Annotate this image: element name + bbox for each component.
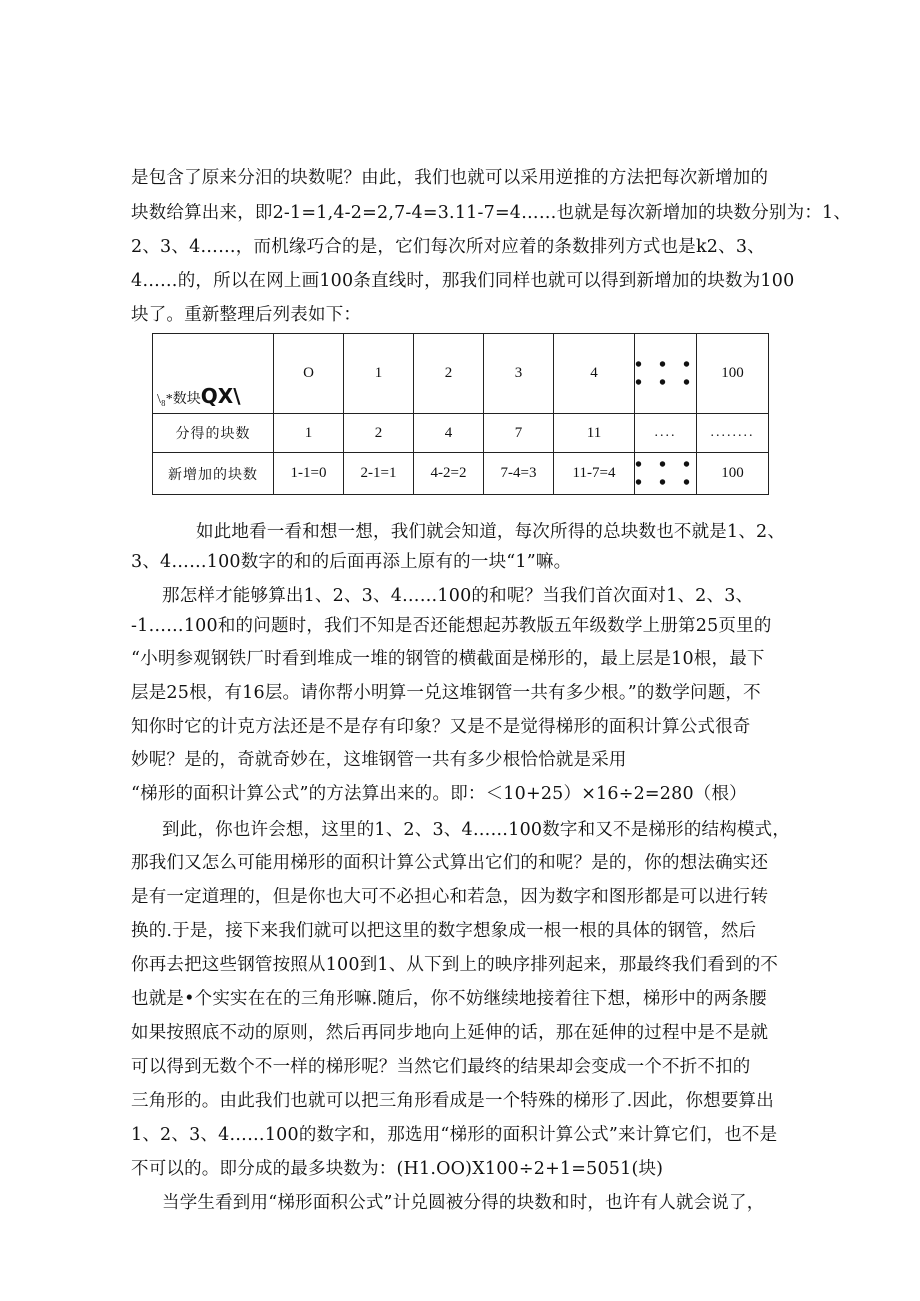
text-line: 当学生看到用“梯形面积公式”计兑圆被分得的块数和时，也许有人就会说了， bbox=[162, 1193, 765, 1213]
text-line: 3、4……100数字的和的后面再添上原有的一块“1”嘛。 bbox=[131, 552, 572, 572]
table-cell: 1 bbox=[344, 334, 414, 414]
text-line: 是有一定道理的，但是你也大可不必担心和若急，因为数字和图形都是可以进行转 bbox=[131, 887, 769, 907]
table-row bbox=[153, 414, 769, 453]
text-line: 如此地看一看和想一想，我们就会知道，每次所得的总块数也不就是1、2、 bbox=[196, 522, 786, 542]
text-line: 可以得到无数个不一样的梯形呢？当然它们最终的结果却会变成一个不折不扣的 bbox=[131, 1057, 751, 1077]
text-line: 你再去把这些钢管按照从100到1、从下到上的映序排列起来，那最终我们看到的不 bbox=[131, 955, 779, 975]
row-label: 新增加的块数 bbox=[153, 453, 274, 495]
text-line: 不可以的。即分成的最多块数为：(H1.OO)X100÷2+1=5051(块) bbox=[131, 1159, 664, 1179]
text-line: 也就是•个实实在在的三角形嘛.随后，你不妨继续地接着往下想，梯形中的两条腰 bbox=[131, 989, 767, 1009]
text-line: 块数给算出来，即2-1=1,4-2=2,7-4=3.11-7=4……也就是每次新增加的块数分别为：1、 bbox=[131, 203, 852, 223]
ellipsis-dots: • • • • • • bbox=[635, 353, 697, 394]
table-cell: 4-2=2 bbox=[414, 453, 484, 495]
text-line: 那怎样才能够算出1、2、3、4……100的和呢？当我们首次面对1、2、3、 bbox=[162, 586, 754, 606]
data-table bbox=[152, 333, 769, 495]
table-cell: 2-1=1 bbox=[344, 453, 414, 495]
text-line: 如果按照底不动的原则，然后再同步地向上延伸的话，那在延伸的过程中是不是就 bbox=[131, 1023, 769, 1043]
table-cell: .... bbox=[635, 414, 697, 453]
text-line: “小明参观钢铁厂时看到堆成一堆的钢管的横截面是梯形的，最上层是10根，最下 bbox=[131, 649, 765, 669]
text-line: 层是25根，有16层。请你帮小明算一兑这堆钢管一共有多少根。”的数学问题，不 bbox=[131, 683, 761, 703]
table-cell: 100 bbox=[697, 453, 769, 495]
text-line: “梯形的面积计算公式”的方法算出来的。即：＜10+25）×16÷2=280（根） bbox=[131, 784, 747, 804]
table-cell: 2 bbox=[414, 334, 484, 414]
text-line: -1……100和的问题时，我们不知是否还能想起苏教版五年级数学上册第25页里的 bbox=[131, 616, 772, 636]
table-header-label bbox=[153, 334, 274, 414]
text-line: 2、3、4……，而机缘巧合的是，它们每次所对应着的条数排列方式也是k2、3、 bbox=[131, 237, 765, 257]
table-cell: 11 bbox=[554, 414, 635, 453]
text-line: 三角形的。由此我们也就可以把三角形看成是一个特殊的梯形了.因此，你想要算出 bbox=[131, 1091, 774, 1111]
table-cell: ........ bbox=[697, 414, 769, 453]
table-cell: 3 bbox=[484, 334, 554, 414]
row-label: 分得的块数 bbox=[153, 414, 274, 453]
text-line: 妙呢？是的，奇就奇妙在，这堆钢管一共有多少根恰恰就是采用 bbox=[131, 750, 627, 770]
table-cell: 7 bbox=[484, 414, 554, 453]
table-cell-ellipsis bbox=[635, 453, 697, 495]
text-line: 1、2、3、4……100的数字和，那选用“梯形的面积计算公式”来计算它们，也不是 bbox=[131, 1125, 778, 1145]
text-line: 是包含了原来分汨的块数呢？由此，我们也就可以采用逆推的方法把每次新增加的 bbox=[131, 168, 769, 188]
text-line: 换的.于是，接下来我们就可以把这里的数字想象成一根一根的具体的钢管，然后 bbox=[131, 921, 757, 941]
header-label-big: QX\ bbox=[200, 383, 241, 408]
table-cell: 100 bbox=[697, 334, 769, 414]
table-cell: 4 bbox=[554, 334, 635, 414]
text-line: 到此，你也许会想，这里的1、2、3、4……100数字和又不是梯形的结构模式， bbox=[162, 820, 791, 840]
table-cell: 1-1=0 bbox=[274, 453, 344, 495]
table-row bbox=[153, 453, 769, 495]
table-cell-ellipsis bbox=[635, 334, 697, 414]
table-cell: O bbox=[274, 334, 344, 414]
ellipsis-dots: • • • • • • bbox=[635, 453, 697, 494]
text-line: 那我们又怎么可能用梯形的面积计算公式算出它们的和呢？是的，你的想法确实还 bbox=[131, 853, 769, 873]
text-line: 知你时它的计克方法还是不是存有印象？又是不是觉得梯形的面积计算公式很奇 bbox=[131, 717, 751, 737]
text-line: 4……的，所以在网上画100条直线时，那我们同样也就可以得到新增加的块数为100 bbox=[131, 271, 795, 291]
table-cell: 1 bbox=[274, 414, 344, 453]
header-label-prefix: \₈*数块 bbox=[157, 391, 201, 407]
table-cell: 7-4=3 bbox=[484, 453, 554, 495]
table-cell: 4 bbox=[414, 414, 484, 453]
table-cell: 2 bbox=[344, 414, 414, 453]
table-cell: 11-7=4 bbox=[554, 453, 635, 495]
text-line: 块了。重新整理后列表如下： bbox=[131, 305, 362, 325]
table-header-row bbox=[153, 334, 769, 414]
